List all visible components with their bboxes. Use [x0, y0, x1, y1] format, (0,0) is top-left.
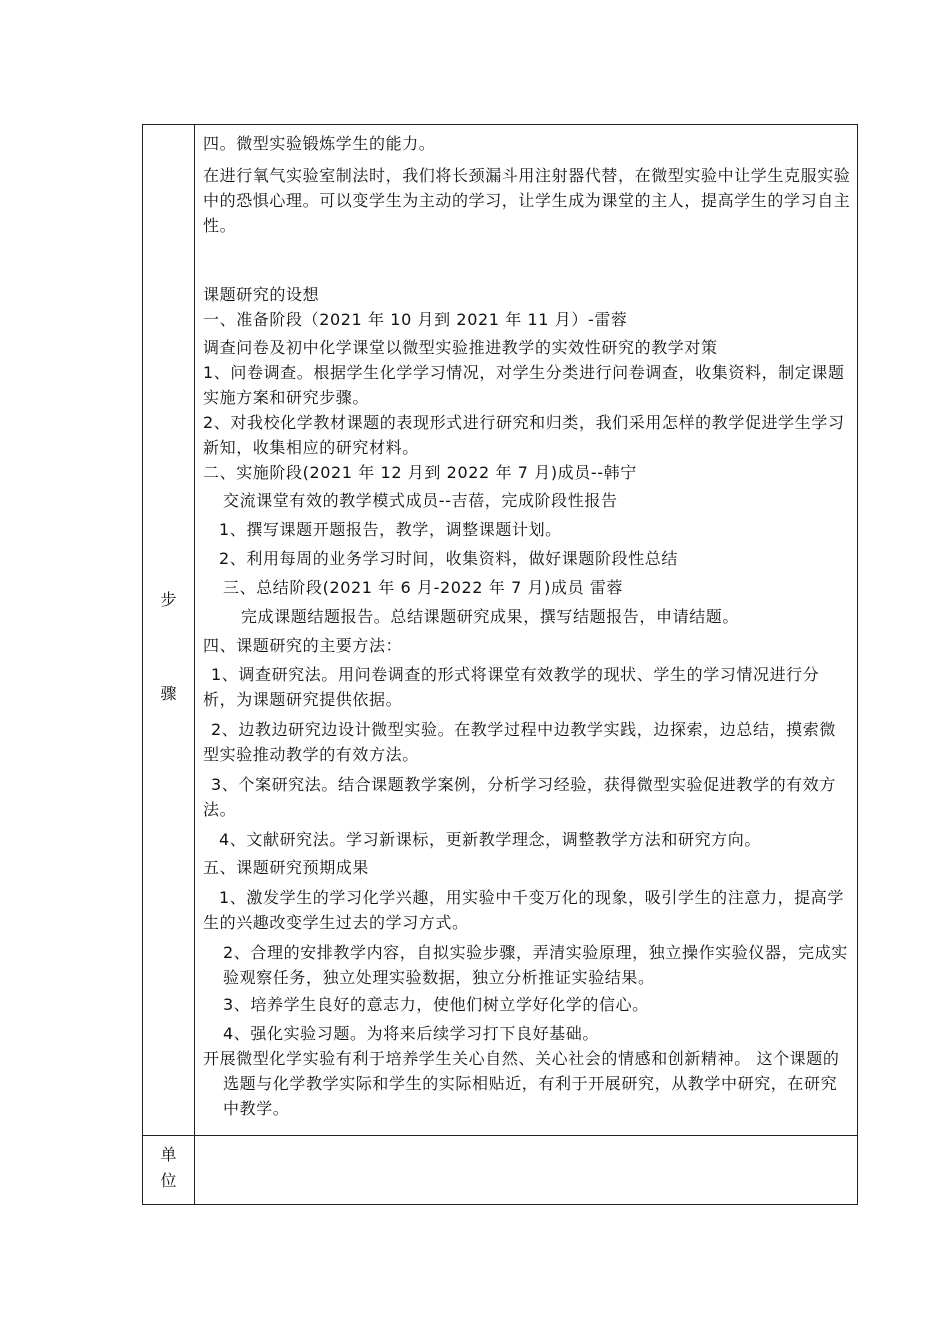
paragraph: 开展微型化学实验有利于培养学生关心自然、关心社会的情感和创新精神。 这个课题的选题与化学教学实际和学生的实际相贴近，有利于开展研究，从教学中研究，在研究中教学。 [203, 1049, 840, 1118]
steps-content [203, 131, 851, 1121]
list-item: 2、利用每周的业务学习时间，收集资料，做好课题阶段性总结 [219, 549, 678, 568]
paragraph: 调查问卷及初中化学课堂以微型实验推进教学的实效性研究的教学对策 [203, 338, 718, 357]
list-item: 1、激发学生的学习化学兴趣，用实验中千变万化的现象，吸引学生的注意力，提高学生的兴趣改变学生过去的学习方式。 [203, 888, 844, 932]
section-heading: 四、课题研究的主要方法： [203, 636, 403, 655]
list-item: 3、培养学生良好的意志力，使他们树立学好化学的信心。 [223, 995, 649, 1014]
row-divider [143, 1135, 857, 1136]
list-item: 2、合理的安排教学内容，自拟实验步骤，弄清实验原理，独立操作实验仪器，完成实验观察任务，独立处理实验数据，独立分析推证实验结果。 [223, 943, 848, 987]
section-heading: 四。微型实验锻炼学生的能力。 [203, 134, 436, 153]
paragraph: 完成课题结题报告。总结课题研究成果，撰写结题报告，申请结题。 [241, 607, 740, 626]
paragraph: 在进行氧气实验室制法时，我们将长颈漏斗用注射器代替，在微型实验中让学生克服实验中的恐惧心理。可以变学生为主动的学习，让学生成为课堂的主人，提高学生的学习自主性。 [203, 166, 851, 235]
form-table [142, 124, 858, 1205]
steps-label-char-2: 骤 [160, 684, 177, 703]
section-heading: 一、准备阶段（2021 年 10 月到 2021 年 11 月）-雷蓉 [203, 310, 628, 329]
list-item: 1、问卷调查。根据学生化学学习情况，对学生分类进行问卷调查，收集资料，制定课题实施方案和研究步骤。 [203, 363, 845, 407]
section-heading: 二、实施阶段(2021 年 12 月到 2022 年 7 月)成员--韩宁 [203, 463, 637, 482]
unit-label-char-1: 单 [160, 1145, 177, 1164]
list-item: 3、个案研究法。结合课题教学案例，分析学习经验，获得微型实验促进教学的有效方法。 [203, 775, 836, 819]
list-item: 2、边教边研究边设计微型实验。在教学过程中边教学实践，边探索，边总结，摸索微型实验推动教学的有效方法。 [203, 720, 836, 764]
column-divider [194, 125, 195, 1204]
section-heading: 课题研究的设想 [203, 285, 320, 304]
list-item: 2、对我校化学教材课题的表现形式进行研究和归类，我们采用怎样的教学促进学生学习新知，收集相应的研究材料。 [203, 413, 845, 457]
section-heading: 三、总结阶段(2021 年 6 月-2022 年 7 月)成员 雷蓉 [223, 578, 624, 597]
paragraph: 交流课堂有效的教学模式成员--吉蓓，完成阶段性报告 [223, 491, 618, 510]
unit-label-char-2: 位 [160, 1171, 177, 1190]
section-heading: 五、课题研究预期成果 [203, 858, 370, 877]
steps-label-char-1: 步 [160, 590, 177, 609]
list-item: 1、调查研究法。用问卷调查的形式将课堂有效教学的现状、学生的学习情况进行分析，为课题研究提供依据。 [203, 665, 820, 709]
list-item: 1、撰写课题开题报告，教学，调整课题计划。 [219, 520, 562, 539]
list-item: 4、文献研究法。学习新课标，更新教学理念，调整教学方法和研究方向。 [219, 830, 761, 849]
list-item: 4、强化实验习题。为将来后续学习打下良好基础。 [223, 1024, 599, 1043]
